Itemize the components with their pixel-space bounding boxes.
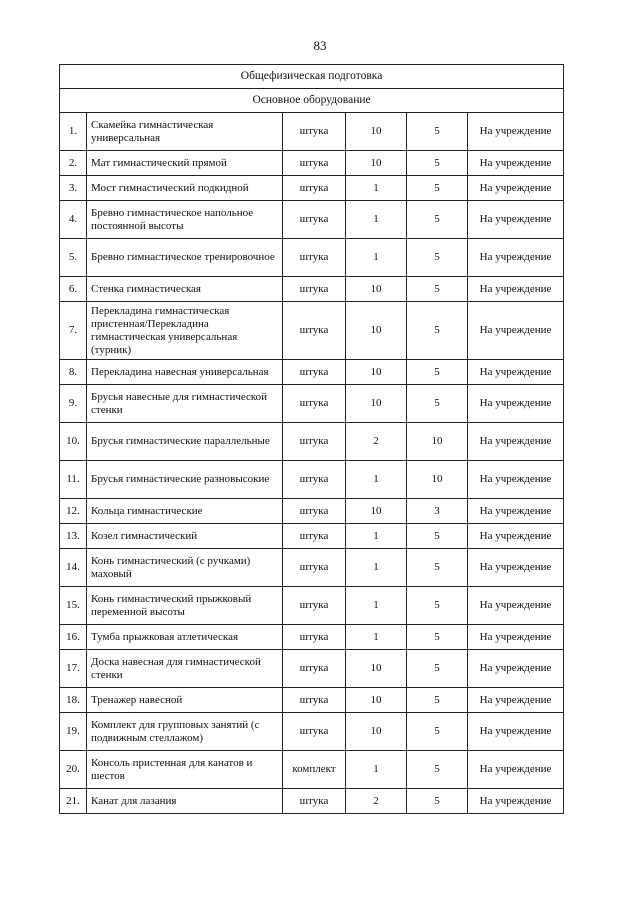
item-name: Стенка гимнастическая <box>87 277 283 302</box>
item-name: Конь гимнастический (с ручками) маховый <box>87 549 283 587</box>
table-row <box>60 239 564 277</box>
item-number: 8. <box>60 360 87 385</box>
item-quantity-1: 10 <box>346 302 407 360</box>
item-quantity-1: 1 <box>346 176 407 201</box>
item-quantity-2: 5 <box>407 385 468 423</box>
item-number: 4. <box>60 201 87 239</box>
item-quantity-1: 10 <box>346 113 407 151</box>
table-row <box>60 277 564 302</box>
item-quantity-1: 1 <box>346 461 407 499</box>
item-quantity-1: 1 <box>346 239 407 277</box>
item-unit: штука <box>283 688 346 713</box>
item-number: 13. <box>60 524 87 549</box>
item-name: Бревно гимнастическое напольное постоянной высоты <box>87 201 283 239</box>
item-number: 18. <box>60 688 87 713</box>
item-quantity-1: 2 <box>346 423 407 461</box>
table-row <box>60 423 564 461</box>
item-quantity-1: 1 <box>346 524 407 549</box>
table-row <box>60 461 564 499</box>
item-quantity-1: 1 <box>346 587 407 625</box>
item-name: Мост гимнастический подкидной <box>87 176 283 201</box>
table-row <box>60 789 564 814</box>
item-unit: штука <box>283 524 346 549</box>
section-header-row <box>60 65 564 89</box>
item-quantity-1: 1 <box>346 201 407 239</box>
table-row <box>60 650 564 688</box>
item-unit: штука <box>283 151 346 176</box>
item-name: Козел гимнастический <box>87 524 283 549</box>
table-row <box>60 201 564 239</box>
item-quantity-1: 1 <box>346 549 407 587</box>
item-number: 2. <box>60 151 87 176</box>
item-number: 1. <box>60 113 87 151</box>
item-number: 3. <box>60 176 87 201</box>
item-quantity-1: 10 <box>346 360 407 385</box>
item-name: Скамейка гимнастическая универсальная <box>87 113 283 151</box>
item-destination: На учреждение <box>468 201 564 239</box>
item-name: Перекладина гимнастическая пристенная/Перекладина гимнастическая универсальная (турник) <box>87 302 283 360</box>
item-destination: На учреждение <box>468 751 564 789</box>
item-number: 16. <box>60 625 87 650</box>
table-row <box>60 176 564 201</box>
item-name: Комплект для групповых занятий (с подвижным стеллажом) <box>87 713 283 751</box>
table-row <box>60 151 564 176</box>
item-quantity-1: 1 <box>346 625 407 650</box>
item-unit: штука <box>283 239 346 277</box>
item-quantity-2: 5 <box>407 688 468 713</box>
item-quantity-1: 10 <box>346 713 407 751</box>
item-quantity-2: 5 <box>407 360 468 385</box>
item-quantity-1: 1 <box>346 751 407 789</box>
item-unit: штука <box>283 650 346 688</box>
item-destination: На учреждение <box>468 499 564 524</box>
item-destination: На учреждение <box>468 549 564 587</box>
subsection-title: Основное оборудование <box>60 89 564 113</box>
table-row <box>60 713 564 751</box>
item-name: Бревно гимнастическое тренировочное <box>87 239 283 277</box>
item-name: Брусья гимнастические разновысокие <box>87 461 283 499</box>
table-row <box>60 625 564 650</box>
item-unit: штука <box>283 176 346 201</box>
item-number: 19. <box>60 713 87 751</box>
item-quantity-2: 5 <box>407 713 468 751</box>
item-number: 12. <box>60 499 87 524</box>
item-name: Брусья навесные для гимнастической стенки <box>87 385 283 423</box>
item-number: 14. <box>60 549 87 587</box>
item-destination: На учреждение <box>468 239 564 277</box>
item-name: Мат гимнастический прямой <box>87 151 283 176</box>
item-number: 5. <box>60 239 87 277</box>
item-unit: штука <box>283 549 346 587</box>
item-quantity-1: 10 <box>346 650 407 688</box>
item-number: 7. <box>60 302 87 360</box>
item-unit: штука <box>283 302 346 360</box>
table-row <box>60 385 564 423</box>
item-unit: штука <box>283 461 346 499</box>
item-name: Канат для лазания <box>87 789 283 814</box>
item-destination: На учреждение <box>468 302 564 360</box>
item-destination: На учреждение <box>468 524 564 549</box>
table-row <box>60 524 564 549</box>
item-destination: На учреждение <box>468 688 564 713</box>
item-quantity-2: 5 <box>407 625 468 650</box>
item-destination: На учреждение <box>468 789 564 814</box>
item-name: Конь гимнастический прыжковый переменной высоты <box>87 587 283 625</box>
item-name: Тумба прыжковая атлетическая <box>87 625 283 650</box>
item-destination: На учреждение <box>468 385 564 423</box>
item-quantity-2: 5 <box>407 587 468 625</box>
item-destination: На учреждение <box>468 360 564 385</box>
item-quantity-2: 5 <box>407 239 468 277</box>
item-quantity-2: 5 <box>407 789 468 814</box>
item-number: 17. <box>60 650 87 688</box>
item-name: Доска навесная для гимнастической стенки <box>87 650 283 688</box>
table-row <box>60 360 564 385</box>
item-name: Перекладина навесная универсальная <box>87 360 283 385</box>
item-quantity-1: 10 <box>346 385 407 423</box>
item-number: 9. <box>60 385 87 423</box>
item-destination: На учреждение <box>468 625 564 650</box>
item-unit: штука <box>283 113 346 151</box>
item-unit: штука <box>283 587 346 625</box>
item-number: 10. <box>60 423 87 461</box>
table-row <box>60 587 564 625</box>
item-quantity-2: 5 <box>407 302 468 360</box>
item-quantity-2: 10 <box>407 423 468 461</box>
item-quantity-2: 5 <box>407 277 468 302</box>
item-number: 21. <box>60 789 87 814</box>
item-quantity-2: 3 <box>407 499 468 524</box>
item-destination: На учреждение <box>468 713 564 751</box>
item-quantity-2: 5 <box>407 176 468 201</box>
item-name: Консоль пристенная для канатов и шестов <box>87 751 283 789</box>
item-unit: штука <box>283 499 346 524</box>
table-row <box>60 688 564 713</box>
item-quantity-1: 10 <box>346 499 407 524</box>
item-number: 20. <box>60 751 87 789</box>
item-unit: штука <box>283 360 346 385</box>
table-row <box>60 499 564 524</box>
item-number: 6. <box>60 277 87 302</box>
item-quantity-1: 10 <box>346 277 407 302</box>
item-destination: На учреждение <box>468 113 564 151</box>
item-name: Брусья гимнастические параллельные <box>87 423 283 461</box>
page-number: 83 <box>313 38 327 53</box>
table-row <box>60 302 564 360</box>
item-destination: На учреждение <box>468 176 564 201</box>
section-title: Общефизическая подготовка <box>60 65 564 89</box>
item-quantity-2: 10 <box>407 461 468 499</box>
item-unit: штука <box>283 385 346 423</box>
item-quantity-2: 5 <box>407 650 468 688</box>
equipment-table <box>59 64 564 814</box>
table-row <box>60 751 564 789</box>
item-quantity-2: 5 <box>407 151 468 176</box>
item-unit: штука <box>283 277 346 302</box>
table-row <box>60 549 564 587</box>
item-destination: На учреждение <box>468 587 564 625</box>
item-quantity-2: 5 <box>407 201 468 239</box>
item-destination: На учреждение <box>468 151 564 176</box>
item-unit: комплект <box>283 751 346 789</box>
item-destination: На учреждение <box>468 423 564 461</box>
item-quantity-2: 5 <box>407 751 468 789</box>
item-destination: На учреждение <box>468 277 564 302</box>
item-quantity-2: 5 <box>407 549 468 587</box>
item-name: Тренажер навесной <box>87 688 283 713</box>
table-row <box>60 113 564 151</box>
item-unit: штука <box>283 625 346 650</box>
item-destination: На учреждение <box>468 650 564 688</box>
subsection-header-row <box>60 89 564 113</box>
item-quantity-2: 5 <box>407 524 468 549</box>
item-unit: штука <box>283 713 346 751</box>
item-quantity-1: 10 <box>346 688 407 713</box>
item-name: Кольца гимнастические <box>87 499 283 524</box>
item-unit: штука <box>283 423 346 461</box>
item-quantity-1: 2 <box>346 789 407 814</box>
item-quantity-2: 5 <box>407 113 468 151</box>
item-quantity-1: 10 <box>346 151 407 176</box>
item-number: 15. <box>60 587 87 625</box>
item-number: 11. <box>60 461 87 499</box>
item-unit: штука <box>283 789 346 814</box>
item-unit: штука <box>283 201 346 239</box>
item-destination: На учреждение <box>468 461 564 499</box>
